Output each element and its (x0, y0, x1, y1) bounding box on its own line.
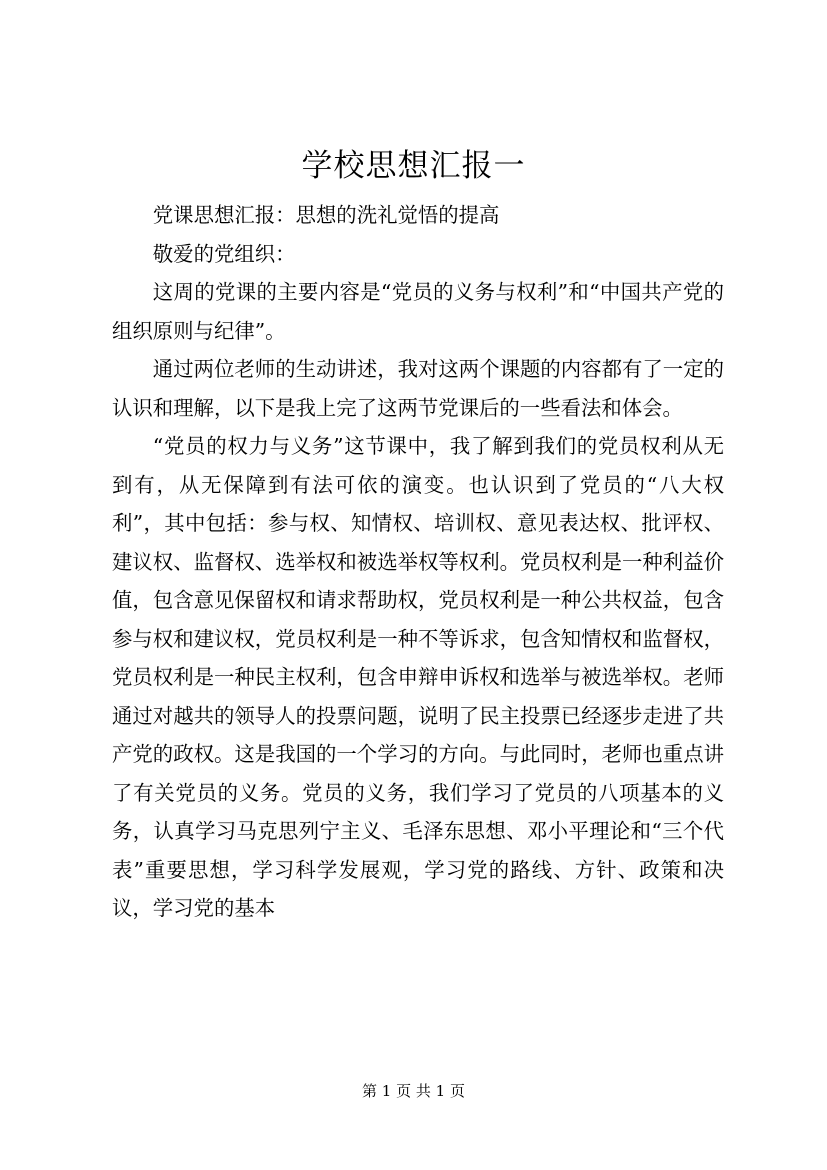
page-number-footer: 第 1 页 共 1 页 (362, 1082, 465, 1100)
paragraph-salutation: 敬爱的党组织： (152, 241, 296, 266)
paragraph-content: 这周的党课的主要内容是“党员的义务与权利”和“中国共产党的组织原则与纪律”。 (112, 280, 724, 343)
document-body (112, 196, 724, 928)
document-title: 学校思想汇报一 (301, 148, 526, 184)
paragraph-heading: 党课思想汇报：思想的洗礼觉悟的提高 (152, 203, 500, 227)
paragraph-content: 通过两位老师的生动讲述，我对这两个课题的内容都有了一定的认识和理解，以下是我上完了这两节党课后的一些看法和体会。 (112, 357, 724, 420)
paragraph-content: “党员的权力与义务”这节课中，我了解到我们的党员权利从无到有，从无保障到有法可依的演变。也认识到了党员的“八大权利”，其中包括：参与权、知情权、培训权、意见表达权、批评权、建议权、监督权、选举权和被选举权等权利。党员权利是一种利益价值，包含意见保留权和请求帮助权，党员权利是一种公共权益，包含参与权和建议权，党员权利是一种不等诉求，包含知情权和监督权，党员权利是一种民主权利，包含申辩申诉权和选举与被选举权。老师通过对越共的领导人的投票问题，说明了民主投票已经逐步走进了共产党的政权。这是我国的一个学习的方向。与此同时，老师也重点讲了有关党员的义务。党员的义务，我们学习了党员的八项基本的义务，认真学习马克思列宁主义、毛泽东思想、邓小平理论和“三个代表”重要思想，学习科学发展观，学习党的路线、方针、政策和决议，学习党的基本 (112, 434, 724, 920)
